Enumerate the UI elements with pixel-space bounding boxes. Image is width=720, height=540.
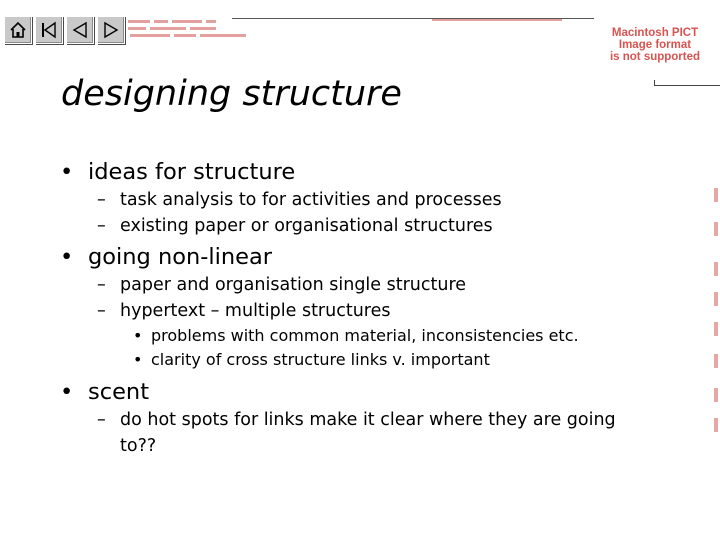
edge-fragment xyxy=(712,354,720,368)
dash-marker: – xyxy=(97,275,106,295)
bullet-text: scent xyxy=(88,379,150,405)
slide-body xyxy=(58,158,678,459)
sub-bullet-item xyxy=(58,187,678,213)
edge-fragment xyxy=(712,388,720,402)
sub-bullet-item xyxy=(58,213,678,239)
sub-sub-bullet-item xyxy=(58,324,678,348)
previous-slide-icon xyxy=(71,21,89,39)
slide-navigation xyxy=(4,16,125,44)
edge-fragment xyxy=(712,262,720,276)
previous-slide-button[interactable] xyxy=(66,16,94,44)
next-slide-button[interactable] xyxy=(97,16,125,44)
edge-fragment xyxy=(712,322,720,336)
dash-marker: – xyxy=(97,190,106,210)
bullet-marker: • xyxy=(133,326,143,345)
edge-fragment xyxy=(712,418,720,432)
dash-marker: – xyxy=(97,301,106,321)
bullet-marker: • xyxy=(60,244,74,270)
first-slide-button[interactable] xyxy=(35,16,63,44)
sub-bullet-item xyxy=(58,272,678,298)
first-slide-icon xyxy=(40,21,58,39)
sub-bullet-text: task analysis to for activities and processes xyxy=(120,190,502,210)
pict-line-2: Image format xyxy=(618,39,692,51)
faded-header-graphic xyxy=(128,18,258,40)
sub-sub-bullet-item xyxy=(58,348,678,372)
dash-marker: – xyxy=(97,410,106,430)
pict-line-3: is not supported xyxy=(609,51,701,63)
sub-bullet-text: do hot spots for links make it clear where they are going to?? xyxy=(120,410,616,456)
bullet-item xyxy=(58,243,678,272)
bullet-marker: • xyxy=(60,159,74,185)
sub-sub-bullet-text: problems with common material, inconsistencies etc. xyxy=(151,326,579,345)
edge-fragment xyxy=(712,222,720,236)
bullet-item xyxy=(58,158,678,187)
edge-fragment xyxy=(712,292,720,306)
sub-bullet-text: paper and organisation single structure xyxy=(120,275,467,295)
home-icon xyxy=(9,21,27,39)
bullet-text: ideas for structure xyxy=(88,159,296,185)
next-slide-icon xyxy=(102,21,120,39)
pict-line-1: Macintosh PICT xyxy=(611,27,699,39)
bullet-marker: • xyxy=(133,350,143,369)
unsupported-image-placeholder xyxy=(590,26,720,64)
header-rule-accent xyxy=(432,18,562,22)
dash-marker: – xyxy=(97,216,106,236)
bullet-marker: • xyxy=(60,379,74,405)
sub-bullet-item xyxy=(58,407,640,459)
home-button[interactable] xyxy=(4,16,32,44)
sub-sub-bullet-text: clarity of cross structure links v. important xyxy=(151,350,490,369)
sub-bullet-text: hypertext – multiple structures xyxy=(120,301,391,321)
bullet-text: going non-linear xyxy=(88,244,273,270)
sub-bullet-item xyxy=(58,298,678,324)
sub-bullet-text: existing paper or organisational structures xyxy=(120,216,493,236)
image-frame-corner xyxy=(654,80,720,86)
bullet-item xyxy=(58,378,678,407)
edge-fragment xyxy=(712,188,720,202)
slide-title: designing structure xyxy=(61,74,402,114)
